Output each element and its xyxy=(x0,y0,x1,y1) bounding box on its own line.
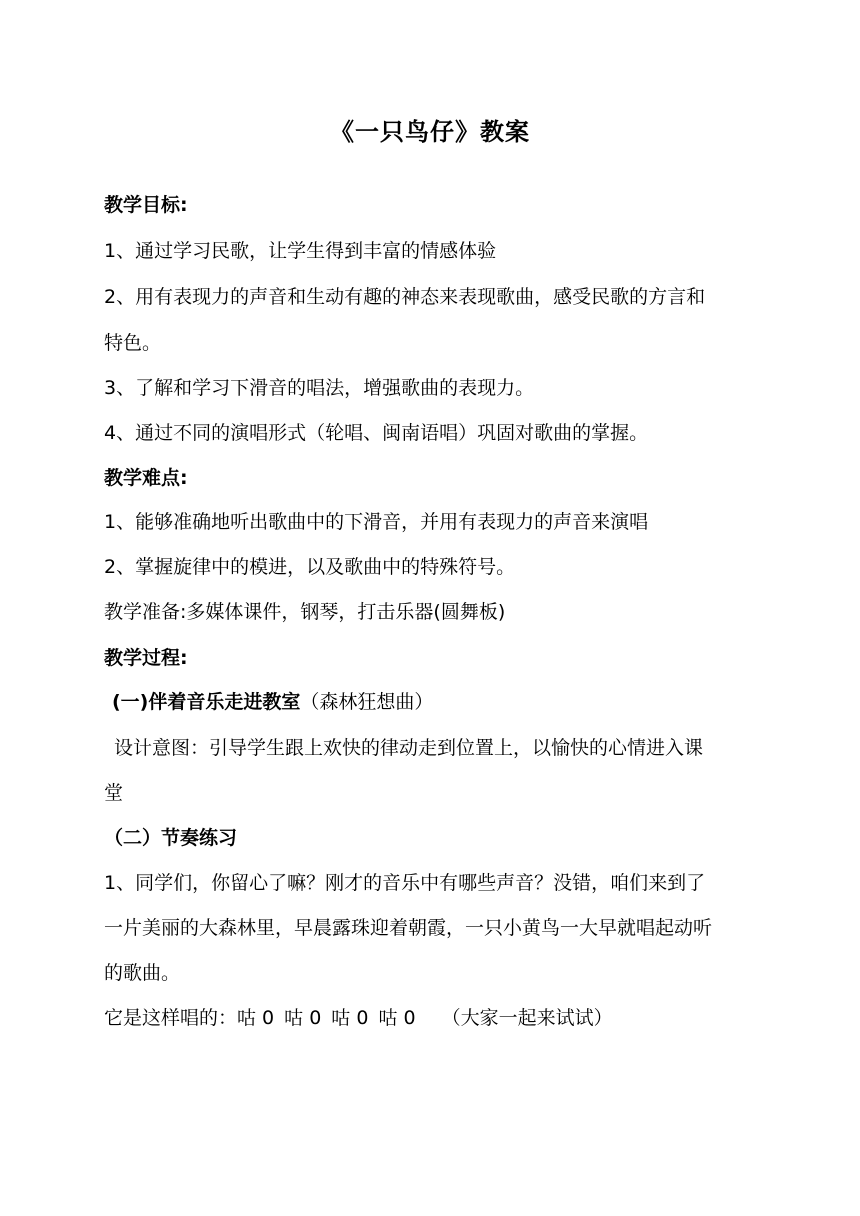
rhythm-beat: 咕 0 xyxy=(378,1007,416,1029)
rhythm-note: （大家一起来试试） xyxy=(441,1007,613,1029)
goal-item: 3、了解和学习下滑音的唱法，增强歌曲的表现力。 xyxy=(104,377,535,399)
rhythm-beat: 咕 0 xyxy=(284,1007,322,1029)
rhythm-prefix: 它是这样唱的： xyxy=(104,1007,238,1029)
section2-paragraph-line: 的歌曲。 xyxy=(104,962,181,984)
rhythm-line xyxy=(104,1006,613,1030)
goals-heading: 教学目标: xyxy=(104,194,188,216)
section2-paragraph-line: 1、同学们，你留心了嘛？刚才的音乐中有哪些声音？没错，咱们来到了 xyxy=(104,872,706,894)
document-title: 《一只鸟仔》教案 xyxy=(330,118,530,146)
section1-note: （森林狂想曲） xyxy=(300,691,434,713)
preparation-text: 教学准备:多媒体课件，钢琴，打击乐器(圆舞板) xyxy=(104,601,506,623)
goal-item: 4、通过不同的演唱形式（轮唱、闽南语唱）巩固对歌曲的掌握。 xyxy=(104,422,649,444)
section1-heading: (一)伴着音乐走进教室 xyxy=(112,691,301,713)
section2-paragraph-line: 一片美丽的大森林里，早晨露珠迎着朝霞，一只小黄鸟一大早就唱起动听 xyxy=(104,917,713,939)
design-intent-line: 设计意图：引导学生跟上欢快的律动走到位置上，以愉快的心情进入课 xyxy=(114,737,704,759)
rhythm-beat: 咕 0 xyxy=(237,1007,275,1029)
difficulty-item: 2、掌握旋律中的模进，以及歌曲中的特殊符号。 xyxy=(104,556,516,578)
section2-heading: （二）节奏练习 xyxy=(104,827,238,849)
section1-line xyxy=(112,690,433,714)
goal-item: 特色。 xyxy=(104,332,162,354)
design-intent-line: 堂 xyxy=(104,782,124,804)
difficulty-heading: 教学难点: xyxy=(104,467,188,489)
goal-item: 2、用有表现力的声音和生动有趣的神态来表现歌曲，感受民歌的方言和 xyxy=(104,286,706,308)
rhythm-beat: 咕 0 xyxy=(331,1007,369,1029)
goal-item: 1、通过学习民歌，让学生得到丰富的情感体验 xyxy=(104,240,497,262)
process-heading: 教学过程: xyxy=(104,647,188,669)
difficulty-item: 1、能够准确地听出歌曲中的下滑音，并用有表现力的声音来演唱 xyxy=(104,511,649,533)
